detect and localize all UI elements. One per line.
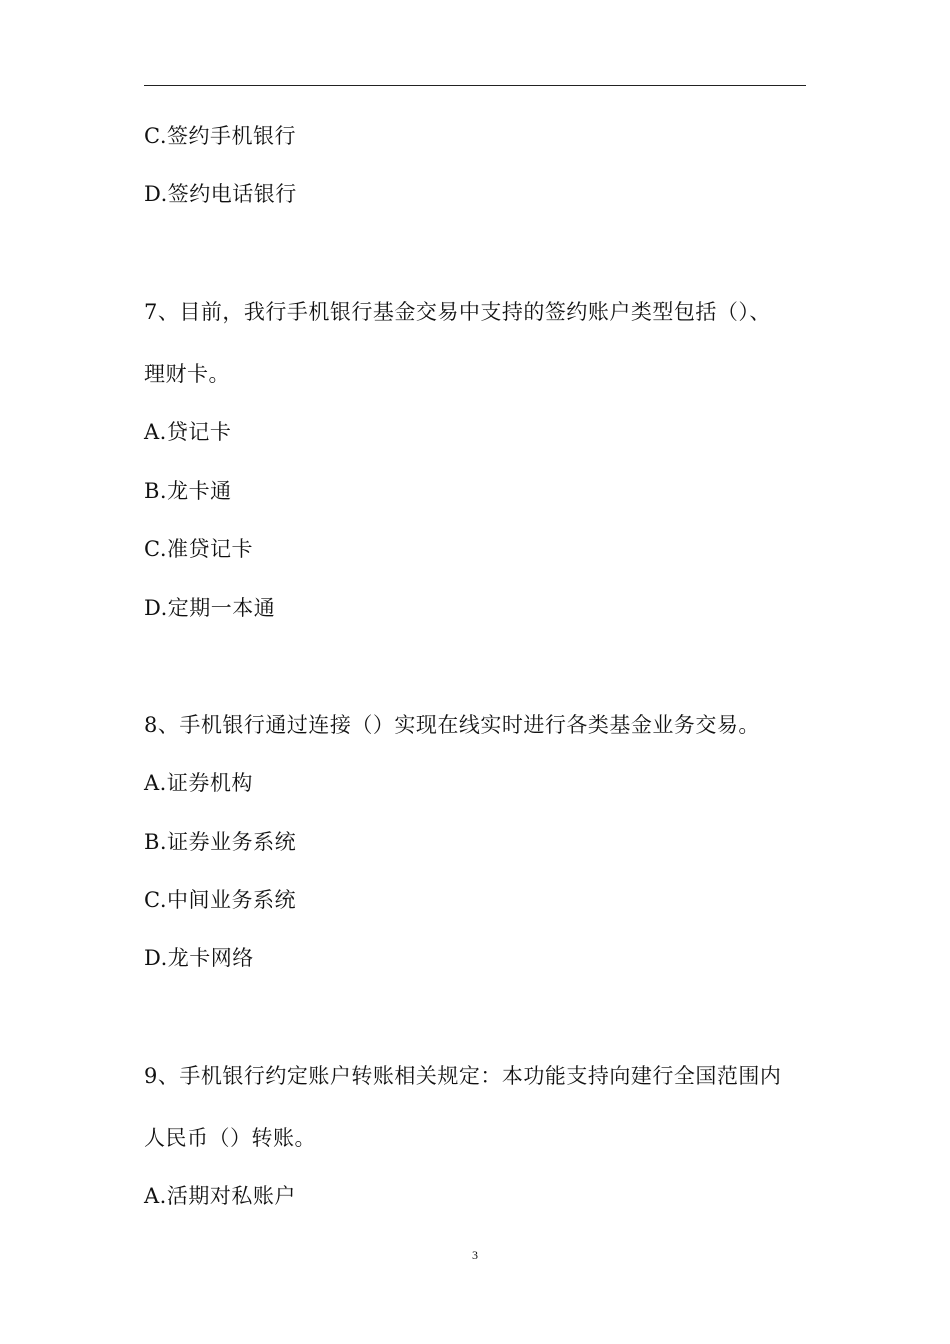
q7-option-d: D.定期一本通 xyxy=(144,596,276,620)
q9-stem-line2: 人民币（）转账。 xyxy=(144,1126,316,1150)
header-rule xyxy=(144,85,806,86)
q6-option-c: C.签约手机银行 xyxy=(144,124,296,148)
q7-option-a: A.贷记卡 xyxy=(144,420,232,444)
q7-stem-line1: 7、目前，我行手机银行基金交易中支持的签约账户类型包括（）、 xyxy=(144,300,771,324)
q7-option-b: B.龙卡通 xyxy=(144,479,232,503)
page-number: 3 xyxy=(472,1248,478,1262)
q9-option-a: A.活期对私账户 xyxy=(144,1184,296,1208)
q8-option-c: C.中间业务系统 xyxy=(144,888,296,912)
q6-option-d: D.签约电话银行 xyxy=(144,182,297,206)
q9-stem-line1: 9、手机银行约定账户转账相关规定：本功能支持向建行全国范围内 xyxy=(144,1064,782,1088)
q8-option-a: A.证券机构 xyxy=(144,771,253,795)
q7-option-c: C.准贷记卡 xyxy=(144,537,253,561)
q8-option-d: D.龙卡网络 xyxy=(144,946,254,970)
q8-option-b: B.证券业务系统 xyxy=(144,830,297,854)
q8-stem: 8、手机银行通过连接（）实现在线实时进行各类基金业务交易。 xyxy=(144,713,760,737)
q7-stem-line2: 理财卡。 xyxy=(144,362,230,386)
